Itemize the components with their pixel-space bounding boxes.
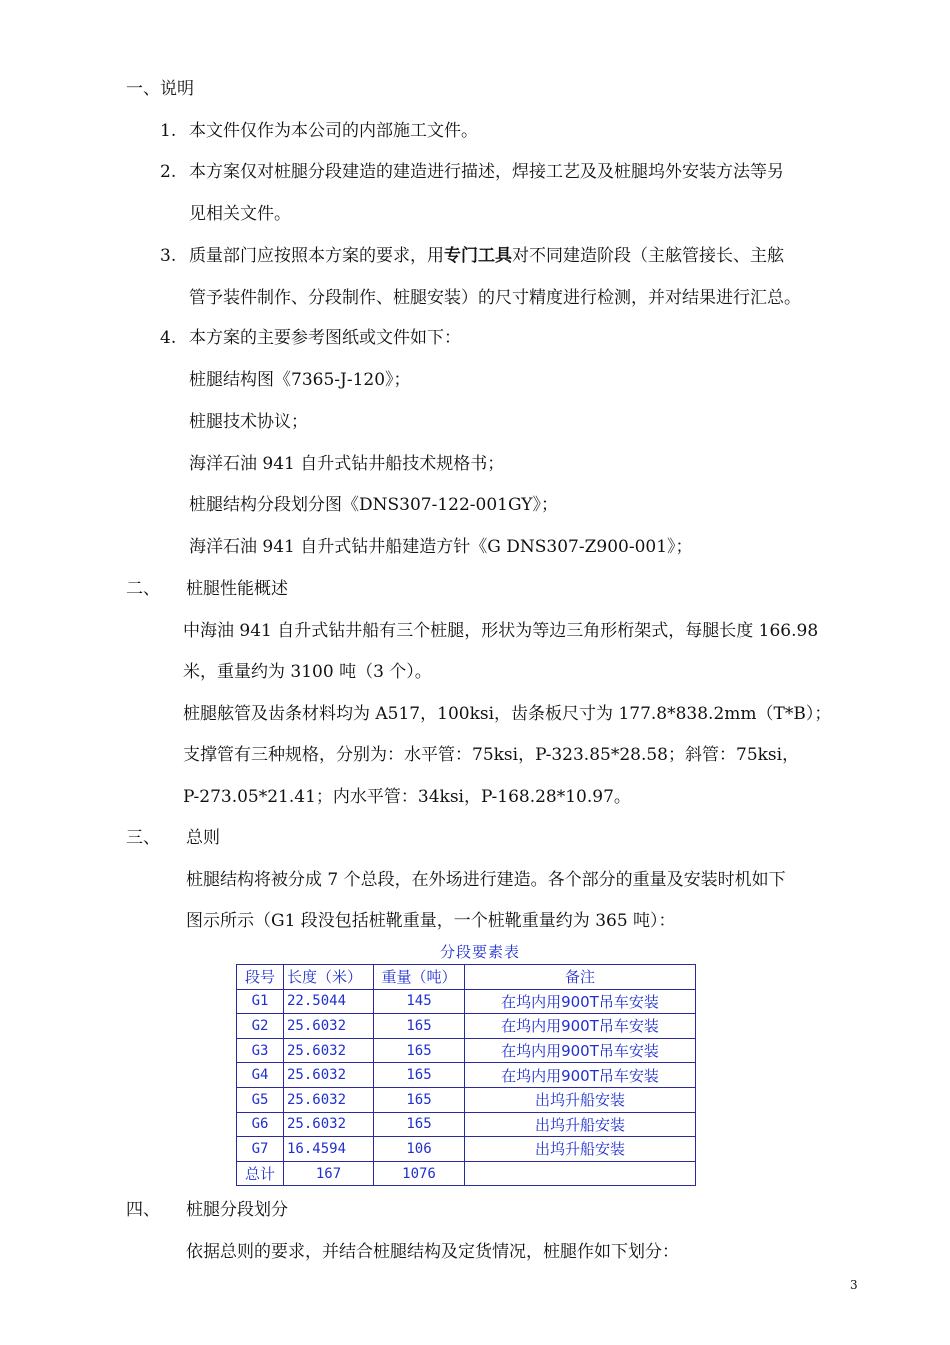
section1-heading: 一、说明 [126,79,194,99]
table-cell: G5 [237,1087,284,1112]
section3-paragraph-line: 桩腿结构将被分成 7 个总段，在外场进行建造。各个部分的重量及安装时机如下 [186,870,786,890]
item3-text-line2: 管予装件制作、分段制作、桩腿安装）的尺寸精度进行检测，并对结果进行汇总。 [189,288,801,308]
section2-paragraph-line: 中海油 941 自升式钻井船有三个桩腿，形状为等边三角形桁架式，每腿长度 166.98 [183,621,819,641]
table-cell [465,1161,696,1186]
table-header-cell: 长度（米） [284,965,374,990]
item1-number: 1. [160,121,177,141]
item2-number: 2. [160,162,177,182]
table-cell: G4 [237,1063,284,1088]
table-cell: G2 [237,1014,284,1039]
table-cell: 出坞升船安装 [465,1087,696,1112]
reference-item: 桩腿结构图《7365-J-120》； [189,370,411,390]
section2-number: 二、 [126,579,160,599]
table-cell: 出坞升船安装 [465,1137,696,1162]
reference-item: 海洋石油 941 自升式钻井船技术规格书； [189,454,505,474]
table-cell: 在坞内用900T吊车安装 [465,989,696,1014]
table-cell: 165 [374,1063,465,1088]
table-cell: 总计 [237,1161,284,1186]
item3-text-pre: 质量部门应按照本方案的要求，用 [189,246,444,266]
item3-number: 3. [160,246,177,266]
table-row [237,1038,696,1063]
table-cell: 在坞内用900T吊车安装 [465,1063,696,1088]
table-cell: G6 [237,1112,284,1137]
section4-paragraph-line: 依据总则的要求，并结合桩腿结构及定货情况，桩腿作如下划分： [186,1242,679,1262]
reference-item: 桩腿技术协议； [189,412,308,432]
table-header-cell: 备注 [465,965,696,990]
table-total-row [237,1161,696,1186]
table-row [237,1112,696,1137]
table-cell: 25.6032 [284,1038,374,1063]
table-caption: 分段要素表 [440,943,521,961]
section4-title: 桩腿分段划分 [186,1200,288,1220]
table-header-row [237,965,696,990]
table-header-cell: 重量（吨） [374,965,465,990]
section3-number: 三、 [126,828,160,848]
segment-table [236,964,696,1186]
reference-item: 海洋石油 941 自升式钻井船建造方针《G DNS307-Z900-001》； [189,537,693,557]
item2-text-line1: 本方案仅对桩腿分段建造的建造进行描述，焊接工艺及及桩腿坞外安装方法等另 [189,162,784,182]
reference-item: 桩腿结构分段划分图《DNS307-122-001GY》； [189,495,558,515]
table-cell: 16.4594 [284,1137,374,1162]
table-cell: 25.6032 [284,1112,374,1137]
table-row [237,1063,696,1088]
table-cell: 25.6032 [284,1087,374,1112]
table-cell: 22.5044 [284,989,374,1014]
table-cell: G1 [237,989,284,1014]
table-cell: 167 [284,1161,374,1186]
item3-text-post: 对不同建造阶段（主舷管接长、主舷 [512,246,784,266]
item2-text-line2: 见相关文件。 [189,204,291,224]
item3-text-line1 [189,245,784,267]
table-row [237,1137,696,1162]
section2-paragraph-line: 支撑管有三种规格，分别为：水平管：75ksi，P-323.85*28.58；斜管：75ksi， [183,745,800,765]
table-cell: 在坞内用900T吊车安装 [465,1038,696,1063]
table-cell: 1076 [374,1161,465,1186]
item4-text: 本方案的主要参考图纸或文件如下： [189,328,461,348]
table-cell: 25.6032 [284,1063,374,1088]
section2-title: 桩腿性能概述 [186,579,288,599]
section2-paragraph-line: 桩腿舷管及齿条材料均为 A517，100ksi，齿条板尺寸为 177.8*838.2mm（T*B）； [183,704,832,724]
table-cell: 165 [374,1087,465,1112]
table-row [237,989,696,1014]
table-cell: 145 [374,989,465,1014]
table-cell: G7 [237,1137,284,1162]
item1-text: 本文件仅作为本公司的内部施工文件。 [189,121,478,141]
table-cell: 106 [374,1137,465,1162]
item4-number: 4. [160,328,177,348]
table-header-cell: 段号 [237,965,284,990]
table-cell: 165 [374,1112,465,1137]
table-cell: 165 [374,1038,465,1063]
section2-paragraph-line: 米，重量约为 3100 吨（3 个）。 [183,662,432,682]
section4-number: 四、 [126,1200,160,1220]
table-cell: 25.6032 [284,1014,374,1039]
table-cell: 出坞升船安装 [465,1112,696,1137]
table-cell: 165 [374,1014,465,1039]
table-row [237,1014,696,1039]
page-number: 3 [850,1278,858,1292]
table-cell: 在坞内用900T吊车安装 [465,1014,696,1039]
table-cell: G3 [237,1038,284,1063]
table-row [237,1087,696,1112]
item3-special-tools: 专门工具 [444,246,512,266]
section2-paragraph-line: P-273.05*21.41；内水平管：34ksi，P-168.28*10.97。 [183,787,631,807]
section3-paragraph-line: 图示所示（G1 段没包括桩靴重量，一个桩靴重量约为 365 吨）： [186,911,676,931]
section3-title: 总则 [186,828,220,848]
